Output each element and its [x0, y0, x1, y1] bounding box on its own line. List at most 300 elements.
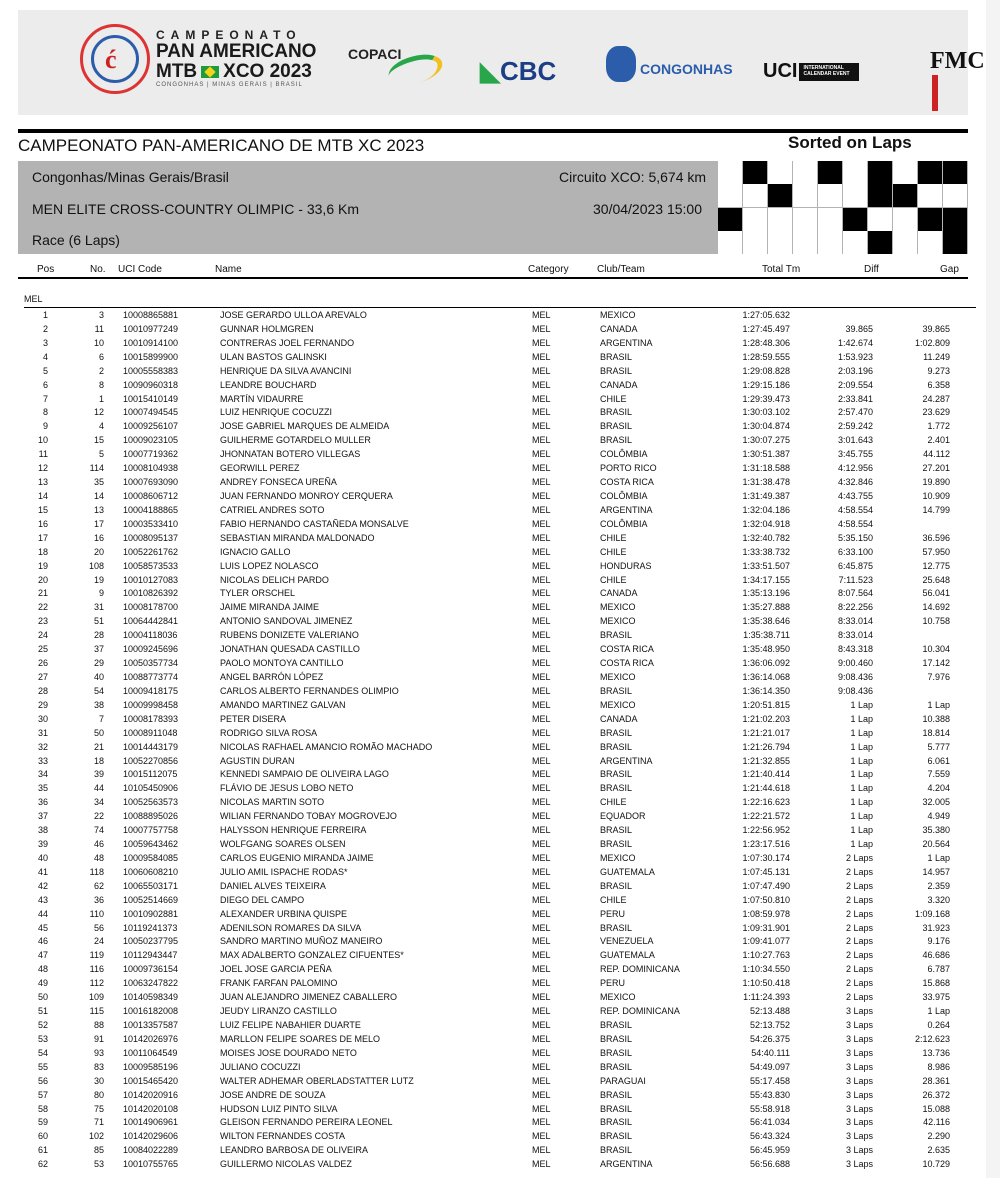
row-total-time: 56:43.324: [749, 1131, 790, 1142]
row-category: MEL: [532, 741, 551, 752]
row-name: CATRIEL ANDRES SOTO: [220, 504, 325, 515]
row-pos: 36: [37, 797, 48, 808]
row-gap: 6.358: [927, 379, 950, 390]
row-pos: 5: [42, 365, 48, 376]
row-category: MEL: [532, 1131, 551, 1142]
row-gap: 10.909: [922, 490, 950, 501]
col-name: Name: [215, 264, 242, 275]
row-category: MEL: [532, 310, 551, 320]
row-category: MEL: [532, 825, 551, 836]
table-row: [0, 852, 1000, 866]
congonhas-text: CONGONHAS: [640, 61, 733, 77]
sort-label: Sorted on Laps: [788, 133, 912, 152]
row-uci-code: 10009585196: [123, 1061, 179, 1072]
scrollbar[interactable]: [986, 0, 1000, 1178]
row-category: MEL: [532, 421, 551, 432]
row-name: JONATHAN QUESADA CASTILLO: [220, 644, 360, 655]
row-gap: 2.635: [927, 1145, 950, 1156]
row-pos: 46: [37, 936, 48, 947]
row-category: MEL: [532, 978, 551, 989]
row-name: JOSE GERARDO ULLOA AREVALO: [220, 310, 367, 320]
row-pos: 7: [42, 393, 48, 404]
table-row: [0, 1019, 1000, 1033]
row-pos: 43: [37, 894, 48, 905]
row-diff: 2 Laps: [845, 992, 873, 1003]
row-pos: 12: [37, 463, 48, 474]
row-club: BRASIL: [600, 769, 633, 780]
row-pos: 32: [37, 741, 48, 752]
row-pos: 18: [37, 546, 48, 557]
row-uci-code: 10010977249: [123, 323, 179, 334]
row-pos: 58: [37, 1103, 48, 1114]
table-row: [0, 406, 1000, 420]
row-category: MEL: [532, 1047, 551, 1058]
row-uci-code: 10090960318: [123, 379, 179, 390]
row-uci-code: 10052261762: [123, 546, 179, 557]
row-gap: 46.686: [922, 950, 950, 961]
row-total-time: 1:09:41.077: [742, 936, 790, 947]
row-club: COLÔMBIA: [600, 518, 648, 529]
brazil-flag-icon: [201, 66, 219, 78]
row-gap: 42.116: [923, 1117, 950, 1128]
row-gap: 17.142: [922, 658, 950, 669]
row-name: ULAN BASTOS GALINSKI: [220, 351, 327, 362]
row-number: 40: [93, 671, 104, 682]
fmc-text: FMC: [930, 48, 985, 74]
row-name: GLEISON FERNANDO PEREIRA LEONEL: [220, 1117, 393, 1128]
row-gap: 26.372: [922, 1089, 950, 1100]
row-category: MEL: [532, 644, 551, 655]
row-total-time: 1:35:48.950: [742, 644, 790, 655]
row-diff: 2:59.242: [837, 421, 873, 432]
row-category: MEL: [532, 490, 551, 501]
row-name: MARTÍN VIDAURRE: [220, 393, 304, 404]
row-name: ALEXANDER URBINA QUISPE: [220, 908, 348, 919]
row-club: BRASIL: [600, 1145, 633, 1156]
row-uci-code: 10015465420: [123, 1075, 179, 1086]
row-pos: 54: [37, 1047, 48, 1058]
row-gap: 4.204: [927, 783, 950, 794]
row-uci-code: 10064442841: [123, 616, 179, 627]
row-pos: 48: [37, 964, 48, 975]
row-pos: 4: [42, 351, 48, 362]
row-club: PORTO RICO: [600, 463, 657, 474]
row-uci-code: 10010902881: [123, 908, 179, 919]
row-number: 108: [88, 560, 104, 571]
table-row: [0, 448, 1000, 462]
row-number: 118: [89, 866, 104, 877]
row-club: MEXICO: [600, 852, 636, 863]
row-number: 53: [93, 1159, 104, 1170]
table-row: [0, 434, 1000, 448]
row-club: CANADA: [600, 713, 638, 724]
row-pos: 25: [37, 644, 48, 655]
row-total-time: 56:41.034: [749, 1117, 790, 1128]
table-row: [0, 1089, 1000, 1103]
row-name: GEORWILL PEREZ: [220, 463, 300, 474]
row-diff: 2 Laps: [845, 866, 873, 877]
row-pos: 52: [37, 1020, 48, 1031]
row-category: MEL: [532, 616, 551, 627]
row-club: CHILE: [600, 894, 627, 905]
row-category: MEL: [532, 1033, 551, 1044]
row-diff: 1 Lap: [850, 769, 873, 780]
row-pos: 13: [37, 477, 48, 488]
row-diff: 8:33.014: [837, 630, 873, 641]
row-diff: 3 Laps: [845, 1159, 873, 1170]
row-uci-code: 10015899900: [123, 351, 179, 362]
row-name: FRANK FARFAN PALOMINO: [220, 978, 338, 989]
row-gap: 9.273: [927, 365, 950, 376]
row-pos: 24: [37, 630, 48, 641]
row-diff: 9:00.460: [837, 658, 873, 669]
row-gap: 14.692: [922, 602, 950, 613]
row-name: CARLOS ALBERTO FERNANDES OLIMPIO: [220, 685, 399, 696]
row-name: MAX ADALBERTO GONZALEZ CIFUENTES*: [220, 950, 404, 961]
table-row: [0, 671, 1000, 685]
row-name: JOEL JOSE GARCIA PEÑA: [220, 964, 332, 975]
arrow-icon: ◣: [480, 56, 500, 86]
row-name: FABIO HERNANDO CASTAÑEDA MONSALVE: [220, 518, 409, 529]
row-diff: 3 Laps: [845, 1131, 873, 1142]
row-number: 37: [93, 644, 104, 655]
row-diff: 2 Laps: [845, 908, 873, 919]
row-uci-code: 10050357734: [123, 658, 179, 669]
row-pos: 23: [37, 616, 48, 627]
row-uci-code: 10010755765: [123, 1159, 179, 1170]
logo-mtb: MTB: [156, 61, 198, 82]
row-gap: 1 Lap: [927, 852, 950, 863]
row-total-time: 1:21:02.203: [742, 713, 790, 724]
row-name: IGNACIO GALLO: [220, 546, 291, 557]
circuit-length: Circuito XCO: 5,674 km: [559, 169, 707, 185]
table-row: [0, 1061, 1000, 1075]
row-gap: 39.865: [922, 323, 950, 334]
row-number: 119: [89, 950, 104, 961]
row-category: MEL: [532, 435, 551, 446]
row-pos: 27: [37, 671, 48, 682]
row-total-time: 54:49.097: [749, 1061, 790, 1072]
row-uci-code: 10008178393: [123, 713, 179, 724]
row-club: CANADA: [600, 323, 638, 334]
row-category: MEL: [532, 797, 551, 808]
row-pos: 56: [37, 1075, 48, 1086]
row-uci-code: 10005558383: [123, 365, 179, 376]
table-row: [0, 741, 1000, 755]
col-uci: UCI Code: [118, 264, 162, 275]
row-club: REP. DOMINICANA: [600, 964, 680, 975]
row-number: 7: [98, 713, 104, 724]
row-category: MEL: [532, 602, 551, 613]
table-row: [0, 1033, 1000, 1047]
row-gap: 32.005: [922, 797, 950, 808]
table-row: [0, 1005, 1000, 1019]
row-club: BRASIL: [600, 1020, 633, 1031]
table-row: [0, 574, 1000, 588]
row-club: GUATEMALA: [600, 866, 655, 877]
row-diff: 1 Lap: [850, 727, 873, 738]
row-club: BRASIL: [600, 435, 633, 446]
row-club: BRASIL: [600, 421, 633, 432]
race-laps: Race (6 Laps): [32, 232, 120, 248]
row-number: 29: [93, 658, 104, 669]
row-total-time: 1:31:38.478: [742, 477, 790, 488]
row-diff: 4:43.755: [837, 490, 873, 501]
logo-xco: XCO 2023: [223, 61, 312, 82]
row-name: NICOLAS RAFHAEL AMANCIO ROMÃO MACHADO: [220, 741, 433, 752]
row-total-time: 1:11:24.393: [743, 992, 790, 1003]
row-diff: 3:45.755: [837, 449, 873, 460]
row-uci-code: 10088773774: [123, 671, 179, 682]
row-total-time: 1:30:51.387: [742, 449, 790, 460]
row-pos: 35: [37, 783, 48, 794]
row-pos: 19: [37, 560, 48, 571]
row-total-time: 55:17.458: [749, 1075, 790, 1086]
row-uci-code: 10009998458: [123, 699, 179, 710]
row-club: MEXICO: [600, 671, 636, 682]
table-row: [0, 1144, 1000, 1158]
row-total-time: 1:31:49.387: [742, 490, 790, 501]
row-gap: 0.264: [927, 1020, 950, 1031]
row-category: MEL: [532, 894, 551, 905]
row-uci-code: 10063247822: [123, 978, 179, 989]
row-gap: 7.559: [927, 769, 950, 780]
table-row: [0, 1047, 1000, 1061]
row-uci-code: 10052563573: [123, 797, 179, 808]
row-diff: 1 Lap: [850, 839, 873, 850]
table-row: [0, 922, 1000, 936]
row-club: COLÔMBIA: [600, 449, 648, 460]
row-pos: 28: [37, 685, 48, 696]
row-category: MEL: [532, 839, 551, 850]
row-total-time: 1:34:17.155: [742, 574, 790, 585]
row-gap: 1.772: [927, 421, 950, 432]
row-diff: 9:08.436: [837, 671, 873, 682]
row-diff: 1 Lap: [850, 825, 873, 836]
row-pos: 39: [37, 839, 48, 850]
row-category: MEL: [532, 532, 551, 543]
category-label: MEL: [24, 294, 43, 304]
row-uci-code: 10112943447: [123, 950, 178, 961]
row-gap: 6.061: [927, 755, 950, 766]
row-pos: 17: [37, 532, 48, 543]
table-row: [0, 935, 1000, 949]
row-diff: 2 Laps: [845, 978, 873, 989]
row-name: CONTRERAS JOEL FERNANDO: [220, 337, 355, 348]
row-number: 50: [93, 727, 104, 738]
table-row: [0, 782, 1000, 796]
row-pos: 16: [37, 518, 48, 529]
row-uci-code: 10140598349: [123, 992, 179, 1003]
event-title: CAMPEONATO PAN-AMERICANO DE MTB XC 2023: [18, 136, 425, 155]
row-name: LEANDRO BARBOSA DE OLIVEIRA: [220, 1145, 369, 1156]
row-name: AMANDO MARTINEZ GALVAN: [220, 699, 346, 710]
row-pos: 50: [37, 992, 48, 1003]
row-gap: 9.176: [927, 936, 950, 947]
row-total-time: 56:56.688: [749, 1159, 790, 1170]
row-number: 22: [93, 811, 104, 822]
fmc-bar-icon: [932, 75, 938, 111]
row-club: ARGENTINA: [600, 337, 653, 348]
row-pos: 49: [37, 978, 48, 989]
row-pos: 60: [37, 1131, 48, 1142]
cyclist-logo-icon: ć: [80, 24, 150, 94]
row-diff: 3 Laps: [845, 1145, 873, 1156]
row-name: KENNEDI SAMPAIO DE OLIVEIRA LAGO: [220, 769, 389, 780]
row-club: PARAGUAI: [600, 1075, 646, 1086]
row-category: MEL: [532, 588, 551, 599]
row-uci-code: 10084022289: [123, 1145, 179, 1156]
row-uci-code: 10009584085: [123, 852, 179, 863]
row-total-time: 1:10:50.418: [742, 978, 790, 989]
row-name: JAIME MIRANDA JAIME: [220, 602, 320, 613]
row-number: 12: [93, 407, 104, 418]
row-uci-code: 10008104938: [123, 463, 179, 474]
row-number: 83: [93, 1061, 104, 1072]
row-club: BRASIL: [600, 407, 633, 418]
race-location: Congonhas/Minas Gerais/Brasil: [32, 169, 229, 185]
row-uci-code: 10010826392: [123, 588, 179, 599]
row-total-time: 1:36:14.068: [742, 671, 790, 682]
row-uci-code: 10004188865: [123, 504, 179, 515]
row-uci-code: 10004118036: [123, 630, 178, 641]
row-category: MEL: [532, 449, 551, 460]
table-row: [0, 337, 1000, 351]
row-gap: 2.401: [927, 435, 950, 446]
row-diff: 3 Laps: [845, 1103, 873, 1114]
row-diff: 3 Laps: [845, 1033, 873, 1044]
row-number: 85: [93, 1145, 104, 1156]
row-gap: 8.986: [927, 1061, 950, 1072]
row-number: 116: [89, 964, 104, 975]
row-total-time: 1:21:44.618: [742, 783, 790, 794]
row-total-time: 56:45.959: [749, 1145, 790, 1156]
row-diff: 2 Laps: [845, 852, 873, 863]
row-category: MEL: [532, 1006, 551, 1017]
race-datetime: 30/04/2023 15:00: [593, 201, 702, 217]
row-name: DANIEL ALVES TEIXEIRA: [220, 880, 326, 891]
row-pos: 38: [37, 825, 48, 836]
row-club: MEXICO: [600, 699, 636, 710]
row-total-time: 1:29:39.473: [742, 393, 790, 404]
table-row: [0, 323, 1000, 337]
row-category: MEL: [532, 936, 551, 947]
row-total-time: 1:32:04.918: [742, 518, 790, 529]
row-pos: 1: [42, 310, 48, 320]
row-name: GUNNAR HOLMGREN: [220, 323, 314, 334]
logo-line1: CAMPEONATO: [156, 28, 302, 42]
row-diff: 1 Lap: [850, 699, 873, 710]
row-total-time: 1:35:38.711: [743, 630, 790, 641]
row-number: 21: [93, 741, 104, 752]
table-row: [0, 518, 1000, 532]
row-number: 4: [98, 421, 104, 432]
table-row: [0, 351, 1000, 365]
table-row: [0, 365, 1000, 379]
row-gap: 10.758: [922, 616, 950, 627]
table-row: [0, 949, 1000, 963]
row-number: 115: [89, 1006, 104, 1017]
row-uci-code: 10007693090: [123, 477, 179, 488]
row-name: HUDSON LUIZ PINTO SILVA: [220, 1103, 338, 1114]
row-diff: 3 Laps: [845, 1089, 873, 1100]
row-name: ADENILSON ROMARES DA SILVA: [220, 922, 362, 933]
row-diff: 5:35.150: [837, 532, 873, 543]
row-pos: 34: [37, 769, 48, 780]
row-pos: 47: [37, 950, 48, 961]
row-number: 102: [88, 1131, 104, 1142]
table-row: [0, 532, 1000, 546]
cbc-logo: [480, 56, 556, 87]
row-name: PETER DISERA: [220, 713, 287, 724]
row-number: 35: [93, 477, 104, 488]
row-uci-code: 10059643462: [123, 839, 179, 850]
row-category: MEL: [532, 1089, 551, 1100]
table-row: [0, 1103, 1000, 1117]
row-pos: 14: [37, 490, 48, 501]
row-uci-code: 10050237795: [123, 936, 179, 947]
table-row: [0, 476, 1000, 490]
row-number: 93: [93, 1047, 104, 1058]
row-pos: 10: [37, 435, 48, 446]
row-number: 13: [93, 504, 104, 515]
row-uci-code: 10065503171: [123, 880, 179, 891]
row-uci-code: 10008865881: [123, 310, 179, 320]
row-total-time: 1:33:38.732: [742, 546, 790, 557]
row-total-time: 1:33:51.507: [742, 560, 790, 571]
row-number: 56: [93, 922, 104, 933]
row-name: WILTON FERNANDES COSTA: [220, 1131, 346, 1142]
table-row: [0, 727, 1000, 741]
row-pos: 15: [37, 504, 48, 515]
row-uci-code: 10015112075: [123, 769, 178, 780]
row-diff: 2:03.196: [837, 365, 873, 376]
table-row: [0, 755, 1000, 769]
row-category: MEL: [532, 699, 551, 710]
row-name: JOSE ANDRE DE SOUZA: [220, 1089, 326, 1100]
row-total-time: 1:29:15.186: [742, 379, 790, 390]
row-total-time: 1:31:18.588: [742, 463, 790, 474]
row-name: LUIZ HENRIQUE COCUZZI: [220, 407, 333, 418]
row-club: CHILE: [600, 393, 627, 404]
row-name: GUILHERME GOTARDELO MULLER: [220, 435, 371, 446]
row-total-time: 1:09:31.901: [742, 922, 790, 933]
row-total-time: 1:35:27.888: [742, 602, 790, 613]
row-club: BRASIL: [600, 880, 633, 891]
row-name: JEUDY LIRANZO CASTILLO: [220, 1006, 337, 1017]
table-row: [0, 866, 1000, 880]
table-row: [0, 309, 1000, 323]
row-name: ANDREY FONSECA UREÑA: [220, 477, 337, 488]
row-club: MEXICO: [600, 992, 636, 1003]
row-total-time: 1:22:16.623: [742, 797, 790, 808]
row-number: 17: [93, 518, 104, 529]
row-club: BRASIL: [600, 727, 633, 738]
row-category: MEL: [532, 852, 551, 863]
fmc-logo: [930, 48, 985, 111]
row-diff: 1:53.923: [837, 351, 873, 362]
row-uci-code: 10008095137: [123, 532, 179, 543]
row-total-time: 55:43.830: [749, 1089, 790, 1100]
row-uci-code: 10052270856: [123, 755, 179, 766]
row-club: COSTA RICA: [600, 477, 654, 488]
row-category: MEL: [532, 713, 551, 724]
row-name: SANDRO MARTINO MUÑOZ MANEIRO: [220, 936, 383, 947]
row-club: BRASIL: [600, 825, 633, 836]
row-name: WILIAN FERNANDO TOBAY MOGROVEJO: [220, 811, 397, 822]
row-name: HALYSSON HENRIQUE FERREIRA: [220, 825, 367, 836]
row-gap: 10.729: [922, 1159, 950, 1170]
